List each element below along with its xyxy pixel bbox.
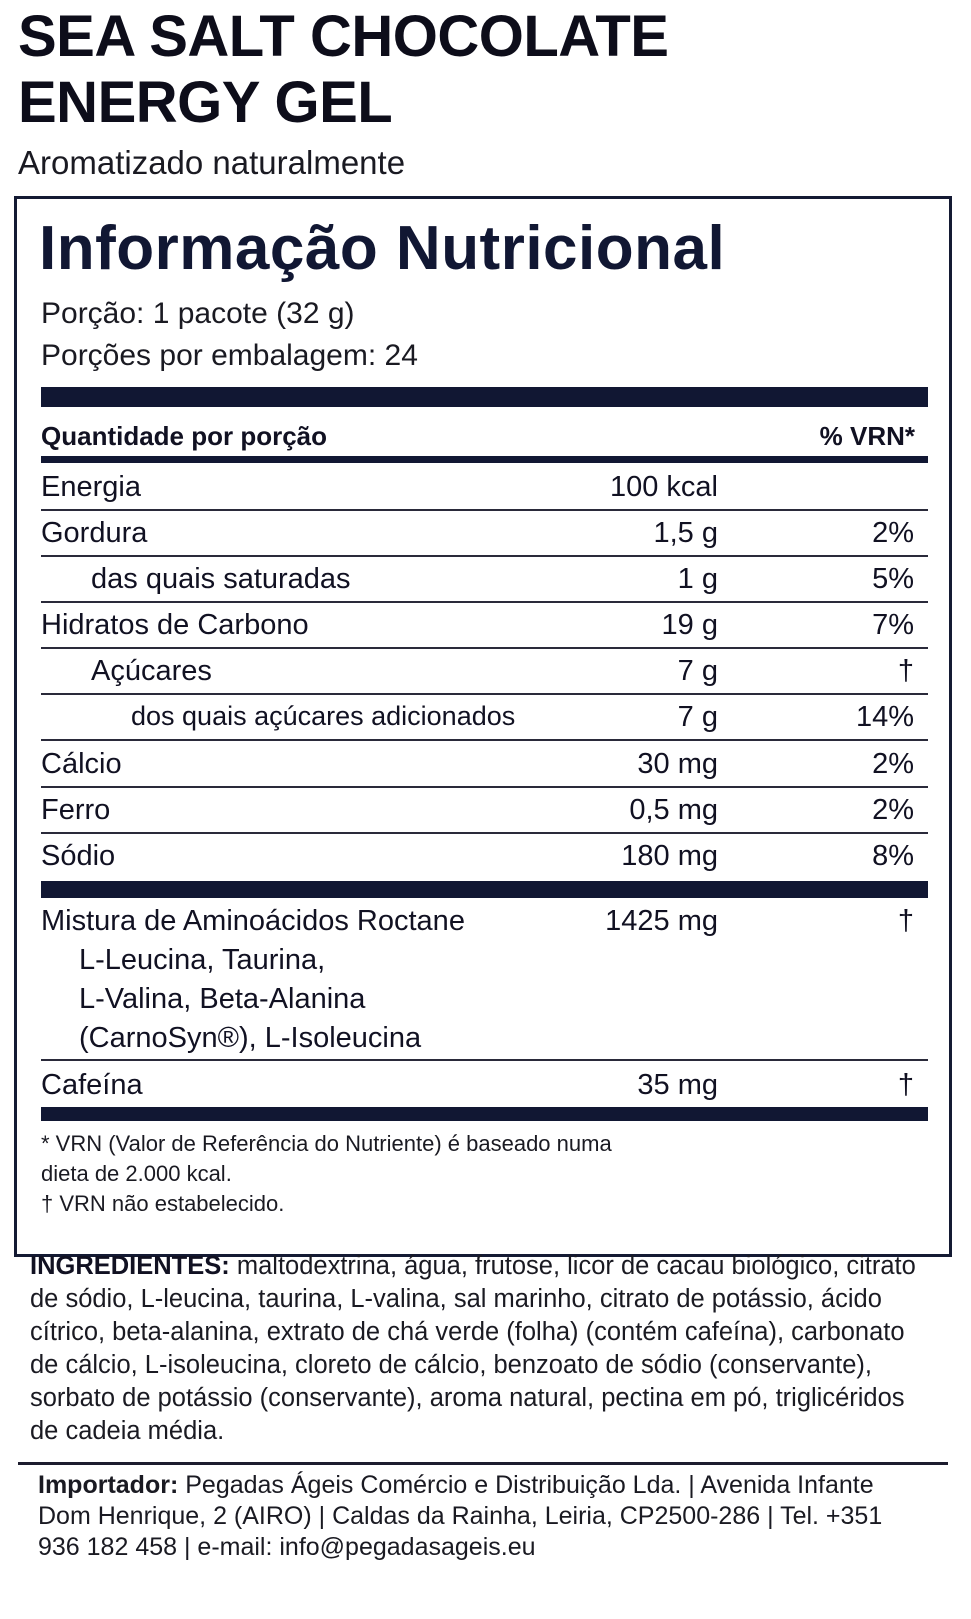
amino-blend-amount: 1425 mg <box>605 905 718 937</box>
nutrient-row-carbohydrates <box>41 601 928 647</box>
nutrition-title: Informação Nutricional <box>39 214 726 283</box>
thick-divider <box>41 387 928 407</box>
caffeine-name: Cafeína <box>41 1069 143 1101</box>
nutrient-name: Açúcares <box>91 655 212 687</box>
amino-blend-components-line1: L-Leucina, Taurina, <box>79 944 326 976</box>
header-amount-per-serving: Quantidade por porção <box>41 421 328 451</box>
nutrient-name: das quais saturadas <box>91 563 351 595</box>
nutrient-row-added-sugars <box>41 693 928 739</box>
nutrient-vrn: 2% <box>872 794 914 826</box>
amino-blend-row <box>41 897 928 943</box>
nutrient-amount: 19 g <box>661 609 718 641</box>
nutrient-amount: 100 kcal <box>609 471 718 503</box>
amino-blend-components-line2: L-Valina, Beta-Alanina <box>79 983 366 1015</box>
nutrient-name: Cálcio <box>41 748 122 780</box>
nutrient-vrn: † <box>897 655 914 687</box>
nutrient-name: Hidratos de Carbono <box>41 609 309 641</box>
nutrient-name: Ferro <box>41 794 111 826</box>
thick-divider <box>41 881 928 898</box>
product-subtitle: Aromatizado naturalmente <box>18 144 406 181</box>
nutrient-name: dos quais açúcares adicionados <box>131 701 516 731</box>
nutrient-row-sodium <box>41 832 928 878</box>
nutrient-row-calcium <box>41 740 928 786</box>
product-title-line2: ENERGY GEL <box>18 70 393 135</box>
ingredients-label: INGREDIENTES: <box>30 1252 230 1280</box>
amino-blend-name: Mistura de Aminoácidos Roctane <box>41 905 465 937</box>
nutrient-amount: 7 g <box>677 701 718 733</box>
ingredients-block <box>30 1250 930 1448</box>
serving-size: Porção: 1 pacote (32 g) <box>41 297 355 330</box>
nutrient-row-saturated <box>41 555 928 601</box>
nutrient-vrn: 14% <box>855 701 914 733</box>
medium-divider <box>41 456 928 463</box>
nutrient-amount: 0,5 mg <box>629 794 718 826</box>
thick-divider <box>41 1107 928 1121</box>
nutrient-name: Gordura <box>41 517 148 549</box>
caffeine-row <box>41 1061 928 1107</box>
nutrition-facts-panel <box>14 196 952 1257</box>
ingredients-text: maltodextrina, água, frutose, licor de cacau biológico, citrato de sódio, L-leucina, taurina, L-valina, sal marinho, citrato de potássio, ácido cítrico, beta-alanina, extrato de chá verde (folha) (contém cafeína), carbonato de cálcio, L-isoleucina, cloreto de cálcio, benzoato de sódio (conservante), sorbato de potássio (conservante), aroma natural, pectina em pó, triglicéridos de cadeia média. <box>30 1252 916 1445</box>
nutrient-vrn: 7% <box>872 609 914 641</box>
footnote-vrn-basis: * VRN (Valor de Referência do Nutriente) é baseado numa <box>41 1131 612 1156</box>
importer-divider <box>18 1462 948 1465</box>
nutrient-name: Sódio <box>41 840 116 872</box>
header-vrn: % VRN* <box>819 421 915 451</box>
nutrient-amount: 7 g <box>677 655 718 687</box>
footnote-vrn-basis-cont: dieta de 2.000 kcal. <box>41 1161 232 1186</box>
servings-per-pack: Porções por embalagem: 24 <box>41 339 418 372</box>
nutrient-row-fat <box>41 509 928 555</box>
caffeine-amount: 35 mg <box>637 1069 718 1101</box>
nutrient-row-iron <box>41 786 928 832</box>
product-title-line1: SEA SALT CHOCOLATE <box>18 4 669 69</box>
nutrient-amount: 180 mg <box>621 840 718 872</box>
nutrient-vrn: 5% <box>872 563 914 595</box>
importer-text: Pegadas Ágeis Comércio e Distribuição Lda. | Avenida Infante Dom Henrique, 2 (AIRO) | Caldas da Rainha, Leiria, CP2500-286 | Tel. +351 936 182 458 | e-mail: info@pegadasageis.eu <box>38 1471 883 1561</box>
importer-label: Importador: <box>38 1471 179 1499</box>
product-title <box>18 4 668 136</box>
amino-blend-components-line3: (CarnoSyn®), L-Isoleucina <box>79 1022 422 1054</box>
nutrient-amount: 1 g <box>677 563 718 595</box>
amino-blend-vrn: † <box>897 905 914 937</box>
nutrient-amount: 1,5 g <box>653 517 718 549</box>
nutrient-row-energy <box>41 463 928 509</box>
caffeine-vrn: † <box>897 1069 914 1101</box>
nutrient-vrn: 2% <box>872 517 914 549</box>
nutrient-row-sugars <box>41 647 928 693</box>
nutrient-vrn: 2% <box>872 748 914 780</box>
nutrient-name: Energia <box>41 471 141 503</box>
nutrient-amount: 30 mg <box>637 748 718 780</box>
importer-block <box>38 1470 928 1563</box>
nutrient-vrn: 8% <box>872 840 914 872</box>
footnote-vrn-not-established: † VRN não estabelecido. <box>41 1191 285 1216</box>
